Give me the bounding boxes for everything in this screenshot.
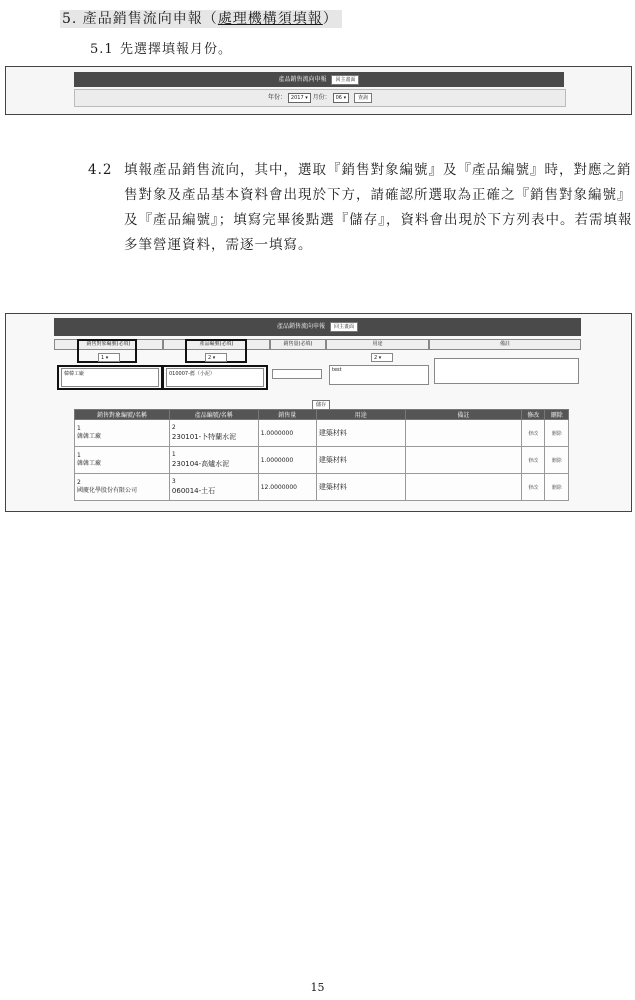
product-cell	[169, 447, 258, 474]
screenshot1-title: 產品銷售流向申報	[278, 76, 327, 83]
note-cell	[405, 474, 521, 501]
sales-flow-form-screenshot	[5, 313, 632, 512]
screenshot2-title-bar	[54, 318, 581, 336]
customer-info-text: 韓韓工廠	[64, 371, 85, 377]
product-cell	[169, 474, 258, 501]
customer-no: 1	[77, 452, 81, 459]
period-filter-row	[74, 89, 566, 107]
product-name: 060014-土石	[171, 487, 216, 495]
chevron-down-icon: ▾	[305, 94, 308, 101]
list-header-note: 備註	[405, 410, 521, 420]
customer-name: 韓韓工廠	[77, 433, 102, 440]
sales-flow-list-table	[74, 409, 569, 501]
customer-info-textarea[interactable]	[61, 368, 159, 387]
edit-button[interactable]: 修改	[522, 420, 545, 447]
list-header-customer: 銷售對象編號/名稱	[75, 410, 170, 420]
quantity-cell: 1.0000000	[258, 420, 316, 447]
step-4-2-number: 4.2	[88, 162, 113, 178]
year-label: 年份：	[267, 94, 286, 101]
use-cell: 建築材料	[316, 447, 405, 474]
header-product-no: 產品編號(必填)	[163, 339, 270, 350]
table-row	[75, 420, 569, 447]
save-button[interactable]: 儲存	[312, 400, 330, 410]
header-quantity: 銷售量(必填)	[270, 339, 326, 350]
chevron-down-icon: ▾	[378, 355, 382, 361]
product-info-textarea[interactable]	[166, 368, 264, 387]
list-header-use: 用途	[316, 410, 405, 420]
quantity-input[interactable]	[272, 369, 322, 379]
list-header-delete: 刪除	[545, 410, 569, 420]
section-title-underlined: 處理機構須填報	[217, 11, 323, 27]
delete-button[interactable]: 刪除	[545, 420, 569, 447]
section-title-prefix: 5. 產品銷售流向申報（	[62, 11, 218, 27]
screenshot1-title-bar	[74, 72, 564, 87]
back-to-main-button[interactable]: 回主畫面	[330, 322, 358, 332]
list-header-product: 產品編號/名稱	[169, 410, 258, 420]
list-header-row	[75, 410, 569, 420]
use-cell: 建築材料	[316, 420, 405, 447]
product-no-value: 2	[208, 355, 212, 361]
header-use: 用途	[326, 339, 429, 350]
list-header-edit: 修改	[522, 410, 545, 420]
customer-cell	[75, 420, 170, 447]
step-4-2-text: 填報產品銷售流向，其中，選取『銷售對象編號』及『產品編號』時，對應之銷售對象及產品基本資料會出現於下方，請確認所選取為正確之『銷售對象編號』及『產品編號』；填寫完畢後點選『儲存』，資料會出現於下方列表中。若需填報多筆營運資料，需逐一填寫。	[124, 162, 633, 253]
customer-no-select[interactable]	[98, 353, 120, 362]
quantity-cell: 12.0000000	[258, 474, 316, 501]
note-cell	[405, 447, 521, 474]
list-header-quantity: 銷售量	[258, 410, 316, 420]
year-value: 2017	[290, 94, 304, 101]
step-5-1	[90, 38, 232, 57]
note-textarea[interactable]	[434, 358, 579, 384]
chevron-down-icon: ▾	[105, 355, 109, 361]
note-cell	[405, 420, 521, 447]
section-title-highlight	[60, 10, 342, 28]
step-5-1-number: 5.1	[90, 42, 114, 57]
use-textarea[interactable]	[329, 365, 429, 385]
back-to-main-button[interactable]: 回主畫面	[331, 75, 359, 85]
product-cell	[169, 420, 258, 447]
edit-button[interactable]: 修改	[522, 474, 545, 501]
step-4-2	[88, 158, 633, 258]
month-select[interactable]	[333, 93, 349, 103]
customer-no: 2	[77, 479, 81, 486]
chevron-down-icon: ▾	[343, 94, 347, 101]
customer-no: 1	[77, 425, 81, 432]
product-name: 230101-卜特蘭水泥	[171, 433, 237, 441]
section-title	[60, 8, 342, 28]
quantity-cell: 1.0000000	[258, 447, 316, 474]
month-select-screenshot	[5, 66, 632, 115]
month-value: 06	[335, 94, 342, 101]
header-note: 備註	[429, 339, 581, 350]
product-no: 2	[171, 424, 176, 431]
product-no: 1	[171, 451, 176, 458]
customer-name: 國慶化學股份有限公司	[77, 487, 138, 494]
use-select[interactable]	[371, 353, 393, 362]
use-cell: 建築材料	[316, 474, 405, 501]
chevron-down-icon: ▾	[212, 355, 216, 361]
screenshot2-title: 產品銷售流向申報	[277, 323, 326, 330]
customer-no-value: 1	[101, 355, 105, 361]
step-5-1-text: 先選擇填報月份。	[120, 42, 233, 57]
table-row	[75, 447, 569, 474]
product-no: 3	[171, 478, 176, 485]
page-number: 15	[310, 981, 325, 994]
query-button[interactable]: 查詢	[354, 93, 372, 103]
use-value: 2	[374, 355, 378, 361]
year-select[interactable]	[288, 93, 311, 103]
delete-button[interactable]: 刪除	[545, 474, 569, 501]
customer-cell	[75, 474, 170, 501]
month-label: 月份：	[312, 94, 331, 101]
product-name: 230104-高爐水泥	[171, 460, 230, 468]
customer-name: 韓韓工廠	[77, 460, 102, 467]
use-text: test	[332, 367, 342, 373]
edit-button[interactable]: 修改	[522, 447, 545, 474]
customer-cell	[75, 447, 170, 474]
header-customer-no: 銷售對象編號(必填)	[54, 339, 163, 350]
table-row	[75, 474, 569, 501]
section-title-suffix: ）	[322, 11, 338, 27]
delete-button[interactable]: 刪除	[545, 447, 569, 474]
product-no-select[interactable]	[205, 353, 227, 362]
product-info-text: 010007-薦（小泥）	[169, 371, 215, 377]
